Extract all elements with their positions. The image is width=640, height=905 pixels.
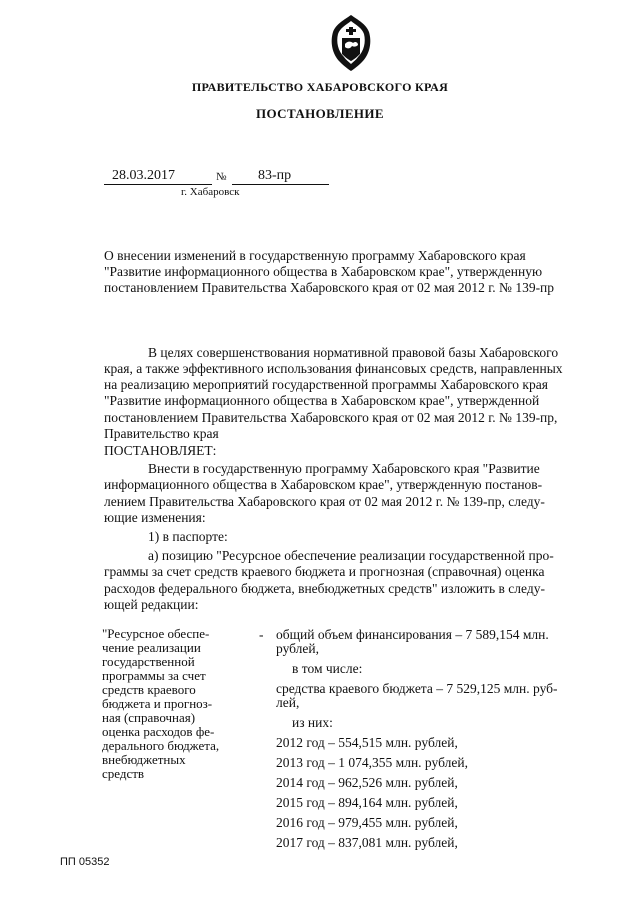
resource-label-line: внебюджетных xyxy=(102,752,186,767)
number-underline xyxy=(232,184,329,185)
year-funding-line: 2012 год – 554,515 млн. рублей, xyxy=(276,735,458,750)
resource-label-line: оценка расходов фе- xyxy=(102,724,215,739)
resource-label-line: чение реализации xyxy=(102,640,201,655)
city-name: г. Хабаровск xyxy=(181,186,240,198)
resource-label-column xyxy=(102,627,219,781)
year-funding-line: 2013 год – 1 074,355 млн. рублей, xyxy=(276,755,468,770)
title-line: "Развитие информационного общества в Хабаровском крае", утвержденную xyxy=(104,264,543,279)
year-funding-line: 2017 год – 837,081 млн. рублей, xyxy=(276,835,458,850)
resource-label-line: бюджета и прогноз- xyxy=(102,696,213,711)
decree-word: ПОСТАНОВЛЯЕТ: xyxy=(104,443,217,458)
footer-code: ПП 05352 xyxy=(60,856,110,868)
preamble-line: В целях совершенствования нормативной правовой базы Хабаровского xyxy=(148,345,559,360)
resource-label-line: средств xyxy=(102,766,145,781)
body-line: а) позицию "Ресурсное обеспечение реализации государственной про- xyxy=(148,548,554,563)
body-line: информационного общества в Хабаровском крае", утвержденную постанов- xyxy=(104,477,543,492)
regional-budget-line: лей, xyxy=(276,695,300,710)
resource-label-line: дерального бюджета, xyxy=(102,738,220,753)
resource-label-line: средств краевого xyxy=(102,682,196,697)
body-line: 1) в паспорте: xyxy=(148,529,228,544)
preamble-line: постановлением Правительства Хабаровского края от 02 мая 2012 г. № 139-пр, xyxy=(104,410,558,425)
body-line: расходов федерального бюджета, внебюджетных средств" изложить в следу- xyxy=(104,581,545,596)
year-funding-line: 2014 год – 962,526 млн. рублей, xyxy=(276,775,458,790)
organization-name: ПРАВИТЕЛЬСТВО ХАБАРОВСКОГО КРАЯ xyxy=(191,80,449,94)
preamble-line: "Развитие информационного общества в Хабаровском крае", утвержденной xyxy=(104,393,540,408)
year-funding-line: 2016 год – 979,455 млн. рублей, xyxy=(276,815,458,830)
document-number: 83-пр xyxy=(258,168,292,183)
including-label: в том числе: xyxy=(292,661,363,676)
preamble-line: Правительство края xyxy=(104,426,219,441)
document-date: 28.03.2017 xyxy=(112,168,175,183)
body-line: ющей редакции: xyxy=(104,597,199,612)
body-line: Внести в государственную программу Хабаровского края "Развитие xyxy=(148,461,540,476)
table-dash: - xyxy=(259,627,264,642)
body-line: граммы за счет средств краевого бюджета и прогнозная (справочная) оценка xyxy=(104,564,545,579)
of-them-label: из них: xyxy=(292,715,333,730)
body-line: лением Правительства Хабаровского края от 02 мая 2012 г. № 139-пр, следу- xyxy=(104,494,545,509)
regional-budget-line: средства краевого бюджета – 7 529,125 млн. руб- xyxy=(276,681,558,696)
body-line: ющие изменения: xyxy=(104,510,206,525)
resource-label-line: "Ресурсное обеспе- xyxy=(102,626,210,641)
total-financing-line: рублей, xyxy=(276,641,320,656)
date-underline xyxy=(104,184,212,185)
title-line: постановлением Правительства Хабаровского края от 02 мая 2012 г. № 139-пр xyxy=(104,280,555,295)
coat-of-arms-emblem xyxy=(328,14,374,72)
preamble-line: на реализацию мероприятий государственной программы Хабаровского края xyxy=(104,377,548,392)
preamble-line: края, а также эффективного использования финансовых средств, направленных xyxy=(104,361,563,376)
resource-label-line: государственной xyxy=(102,654,195,669)
number-sign: № xyxy=(216,171,227,183)
document-type: ПОСТАНОВЛЕНИЕ xyxy=(255,106,385,121)
total-financing-line: общий объем финансирования – 7 589,154 млн. xyxy=(276,627,549,642)
year-funding-line: 2015 год – 894,164 млн. рублей, xyxy=(276,795,458,810)
resource-label-line: ная (справочная) xyxy=(102,710,196,725)
title-line: О внесении изменений в государственную программу Хабаровского края xyxy=(104,248,526,263)
resource-label-line: программы за счет xyxy=(102,668,206,683)
